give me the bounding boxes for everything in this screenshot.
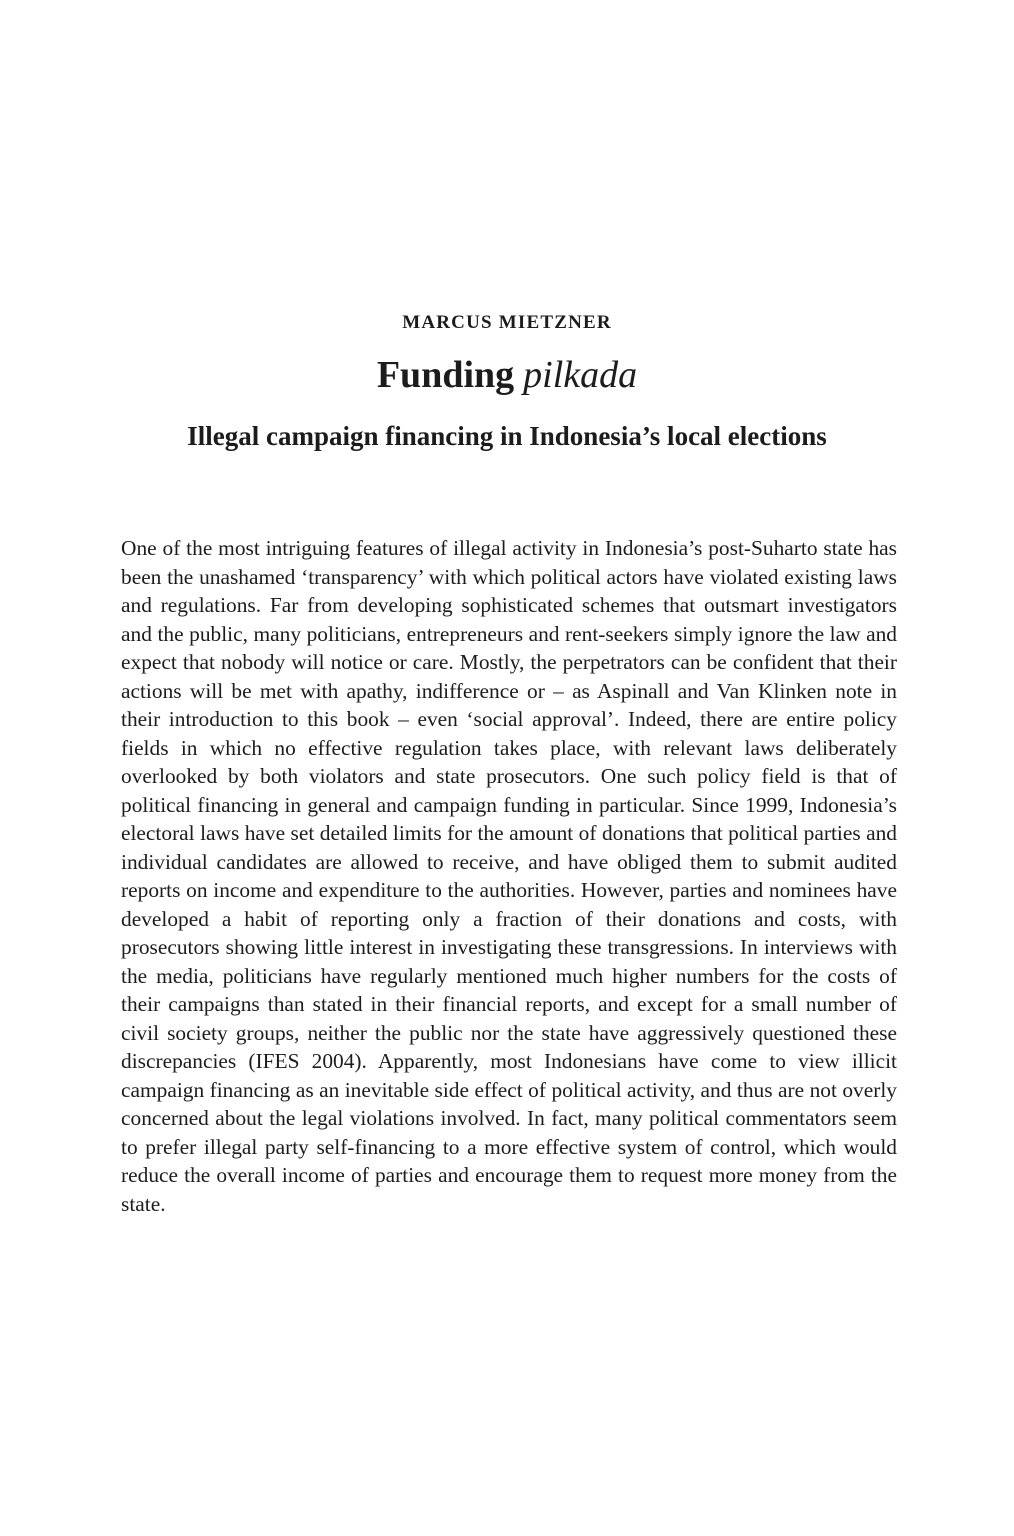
chapter-title-italic: pilkada: [523, 354, 638, 396]
body-text: [121, 534, 897, 1218]
opening-paragraph: One of the most intriguing features of illegal activity in Indonesia’s post-Suharto state has been the unashamed ‘transparency’ with which political actors have violated existing laws and regulations. Far from developing sophisticated schemes that outsmart investigators and the public, many politicians, entrepreneurs and rent-seekers simply ignore the law and expect that nobody will notice or care. Mostly, the perpetrators can be confident that their actions will be met with apathy, indifference or – as Aspinall and Van Klinken note in their introduction to this book – even ‘social approval’. Indeed, there are entire policy fields in which no effective regulation takes place, with relevant laws deliberately overlooked by both violators and state prosecutors. One such policy field is that of political financing in general and campaign funding in particular. Since 1999, Indonesia’s electoral laws have set detailed limits for the amount of donations that political parties and individual candidates are allowed to receive, and have obliged them to submit audited reports on income and expenditure to the authorities. However, parties and nominees have developed a habit of reporting only a fraction of their donations and costs, with prosecutors showing little interest in investigating these transgressions. In interviews with the media, politicians have regularly mentioned much higher numbers for the costs of their campaigns than stated in their financial reports, and except for a small number of civil society groups, neither the public nor the state have aggressively questioned these discrepancies (IFES 2004). Apparently, most Indonesians have come to view illicit campaign financing as an inevitable side effect of political activity, and thus are not overly concerned about the legal violations involved. In fact, many political commentators seem to prefer illegal party self-financing to a more effective system of control, which would reduce the overall income of parties and encourage them to request more money from the state.: [121, 536, 897, 1216]
chapter-title: [0, 348, 1014, 402]
chapter-subtitle: Illegal campaign financing in Indonesia’s local elections: [187, 421, 827, 451]
chapter-author: MARCUS MIETZNER: [402, 312, 612, 333]
chapter-title-main: Funding: [376, 354, 515, 396]
